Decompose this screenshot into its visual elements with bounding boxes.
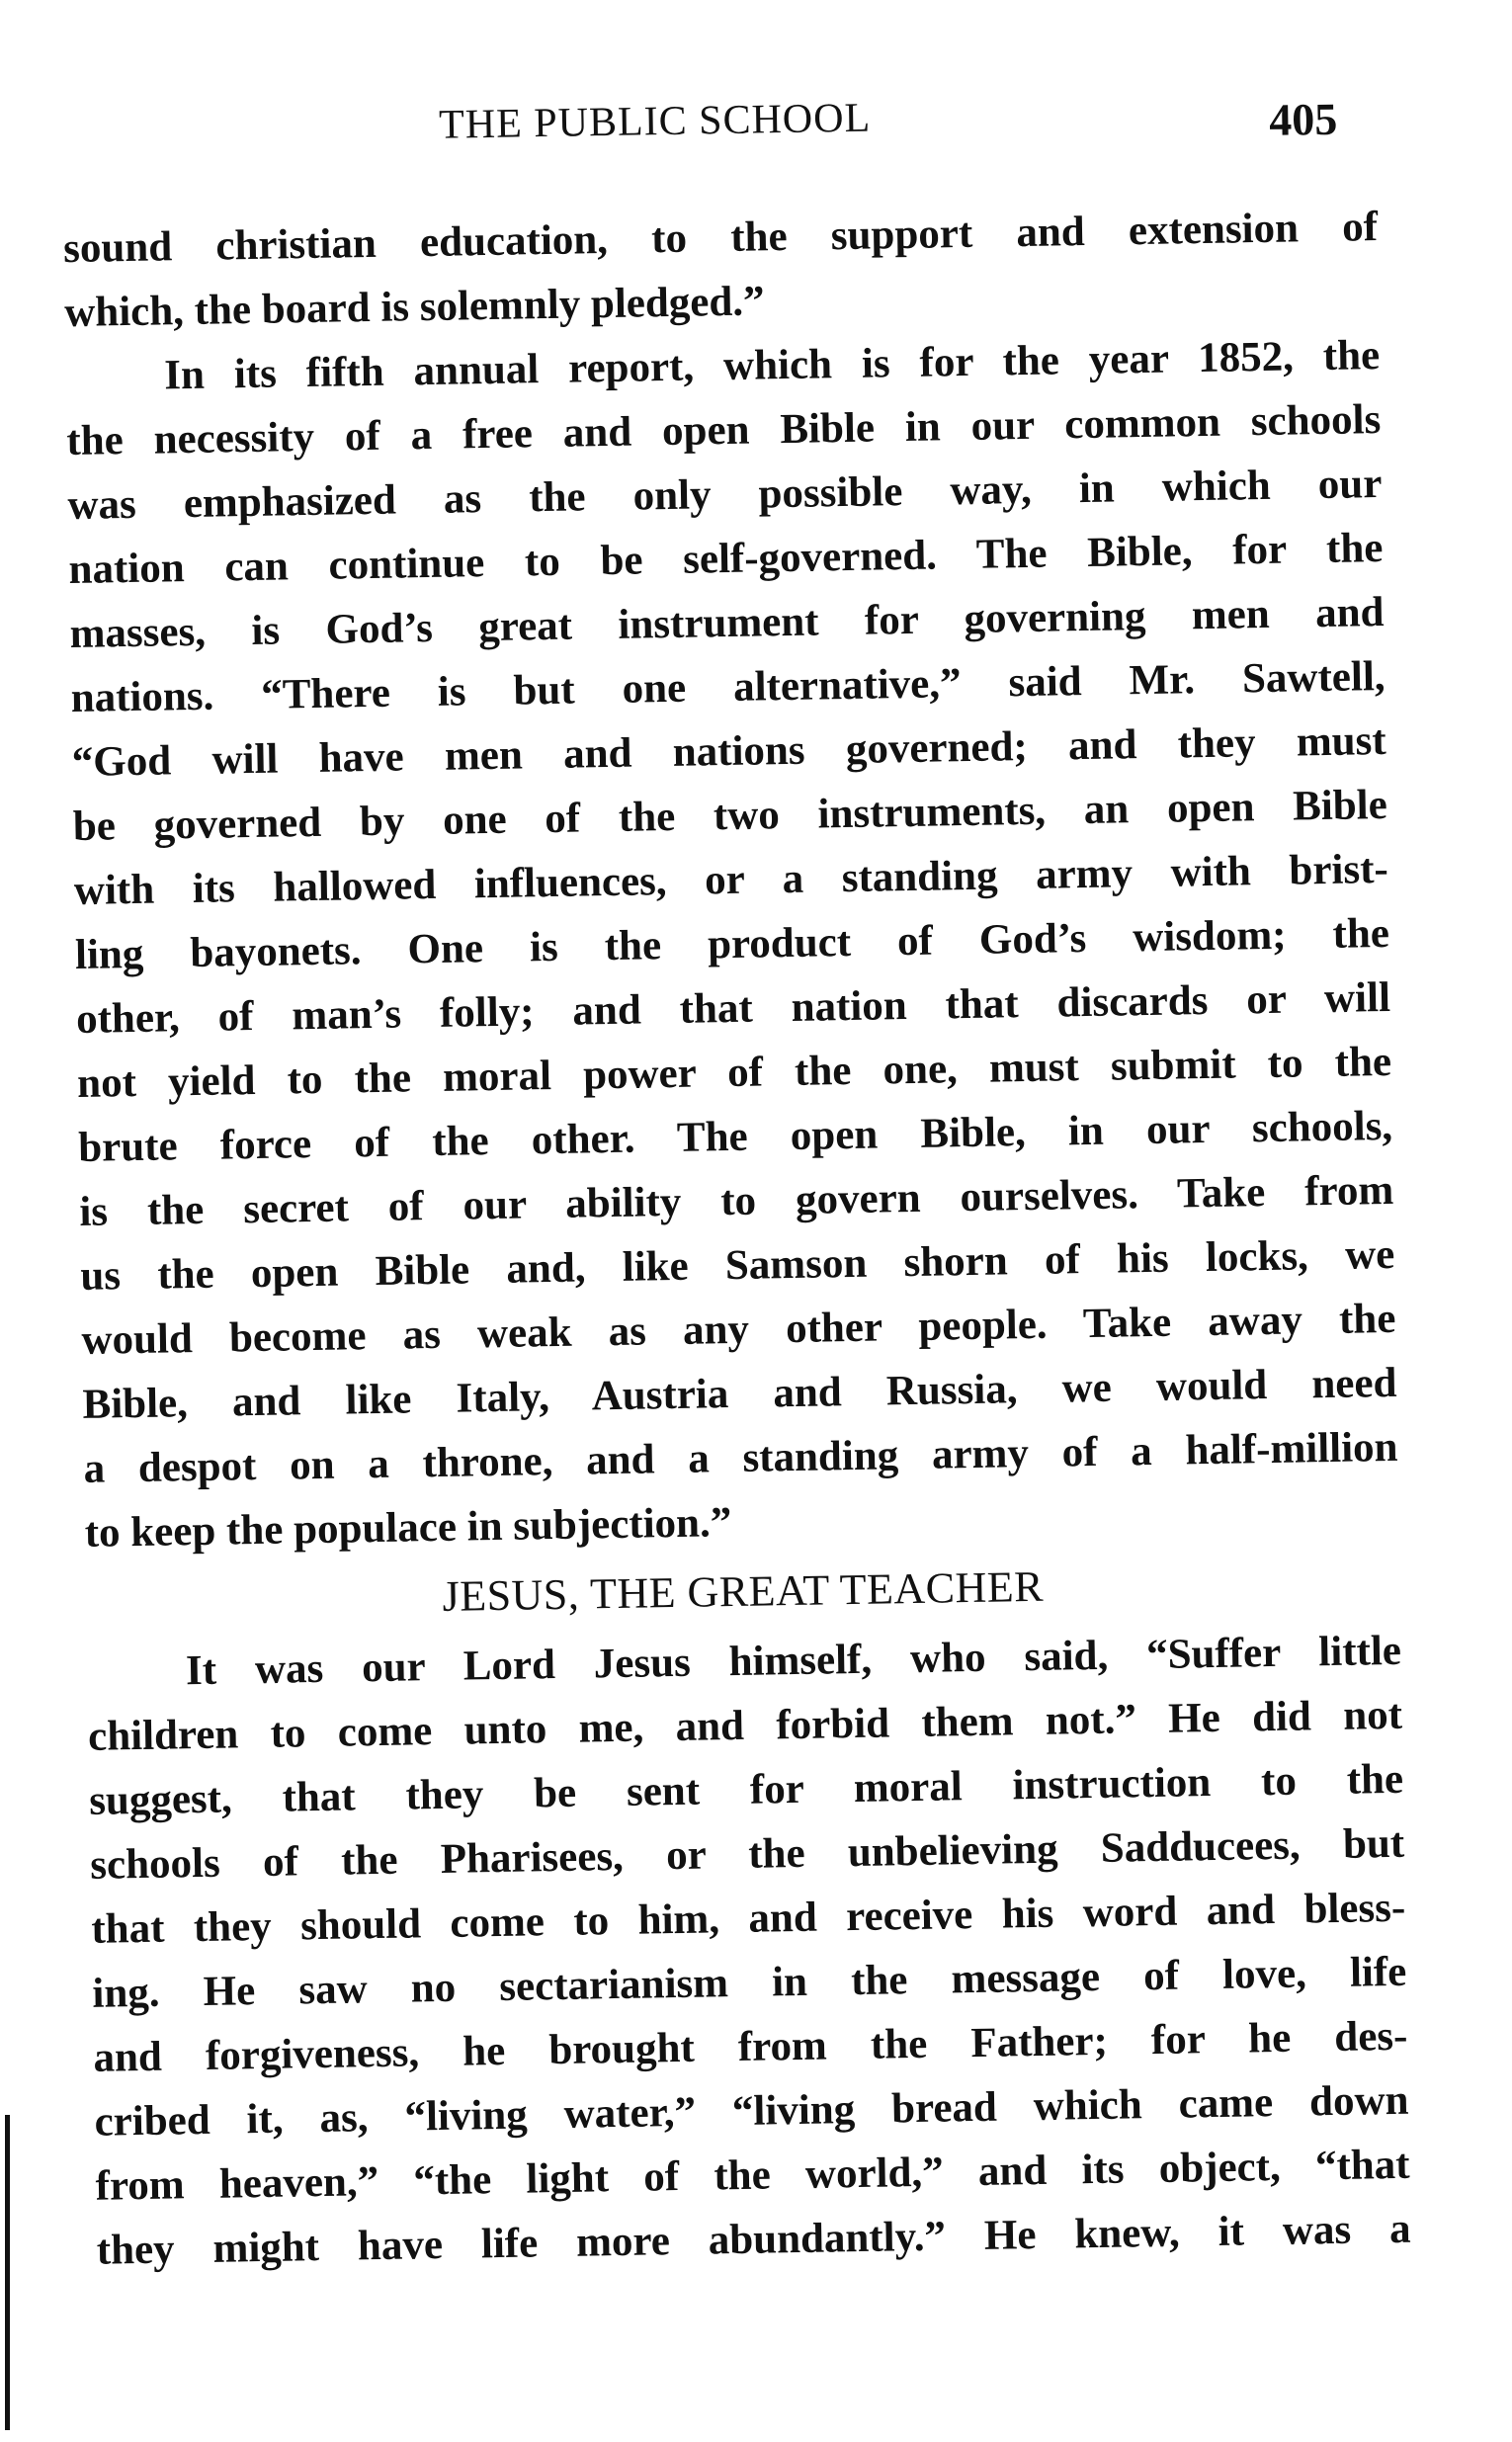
text-line: nation can continue to be self-governed. The Bible, for the	[68, 524, 1384, 594]
running-title: THE PUBLIC SCHOOL	[438, 95, 872, 148]
text-line: other, of man’s folly; and that nation that discards or will	[75, 973, 1391, 1043]
text-line: In its fifth annual report, which is for the year 1852, the	[163, 332, 1381, 399]
text-line: with its hallowed influences, or a standing army with brist-	[73, 845, 1389, 914]
text-line: the necessity of a free and open Bible in our common schools	[66, 395, 1382, 465]
text-line: that they should come to him, and receive his word and bless-	[90, 1884, 1406, 1953]
text-line: nations. “There is but one alternative,” said Mr. Sawtell,	[70, 652, 1386, 722]
text-line: to keep the populace in subjection.”	[84, 1499, 732, 1557]
text-line: ling bayonets. One is the product of God’s wisdom; the	[74, 909, 1390, 978]
text-line: ing. He saw no sectarianism in the message of love, life	[92, 1948, 1407, 2017]
text-line: us the open Bible and, like Samson shorn of his locks, we	[80, 1230, 1395, 1300]
text-line: a despot on a throne, and a standing army of a half-million	[83, 1423, 1398, 1492]
page-number: 405	[1268, 93, 1338, 145]
text-line: be governed by one of the two instruments, an open Bible	[72, 781, 1388, 850]
text-line: brute force of the other. The open Bible, in our schools,	[77, 1102, 1393, 1171]
text-line: is the secret of our ability to govern ourselves. Take from	[78, 1166, 1394, 1235]
text-line: from heaven,” “the light of the world,” and its object, “that	[95, 2141, 1410, 2210]
page-body	[63, 195, 1411, 2283]
text-line: It was our Lord Jesus himself, who said, “Suffer little	[185, 1627, 1402, 1695]
text-line: cribed it, as, “living water,” “living bread which came down	[94, 2076, 1409, 2146]
text-line: sound christian education, to the support and extension of	[62, 204, 1379, 273]
text-line: they might have life more abundantly.” He knew, it was a	[96, 2205, 1411, 2274]
page-header	[0, 84, 1495, 168]
text-line: which, the board is solemnly pledged.”	[63, 278, 765, 337]
text-line: suggest, that they be sent for moral instruction to the	[88, 1755, 1404, 1824]
text-line: not yield to the moral power of the one, must submit to the	[76, 1038, 1392, 1107]
text-line: was emphasized as the only possible way, in which our	[67, 460, 1383, 530]
text-line: masses, is God’s great instrument for governing men and	[69, 588, 1385, 658]
text-line: Bible, and like Italy, Austria and Russia, we would need	[82, 1359, 1397, 1428]
text-line: and forgiveness, he brought from the Father; for he des-	[93, 2012, 1408, 2081]
text-line: schools of the Pharisees, or the unbelieving Sadducees, but	[89, 1819, 1405, 1889]
text-line: children to come unto me, and forbid them not.” He did not	[87, 1691, 1403, 1760]
text-line: “God will have men and nations governed; and they must	[71, 716, 1387, 786]
text-line: would become as weak as any other people. Take away the	[81, 1295, 1396, 1364]
scan-edge-mark	[5, 2115, 10, 2430]
section-heading: JESUS, THE GREAT TEACHER	[442, 1561, 1045, 1621]
